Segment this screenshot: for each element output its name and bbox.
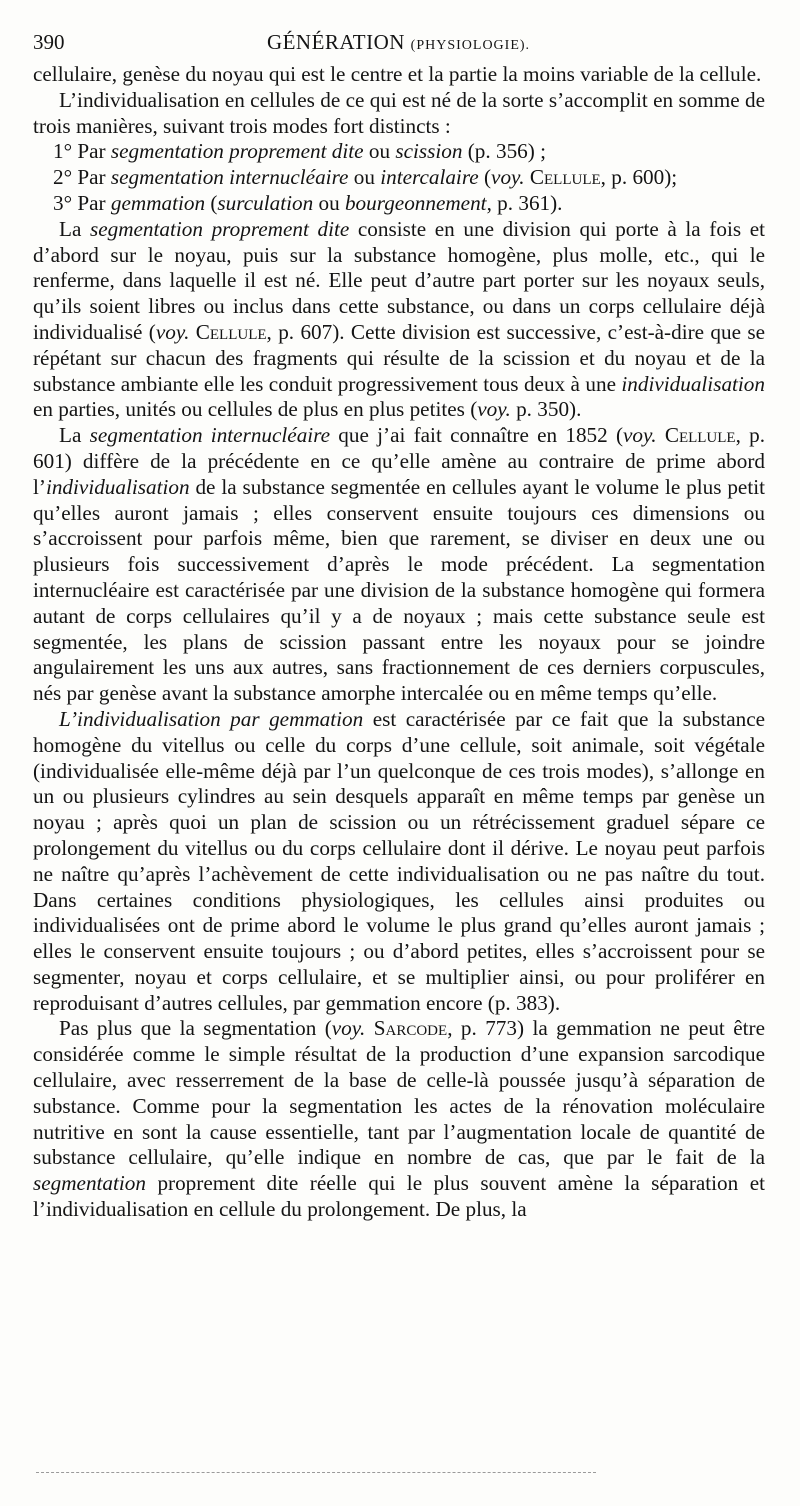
text: (p. 356) ; [462,139,546,164]
footer-rule [36,1472,596,1473]
cross-reference: Cellule [664,423,736,448]
term: segmentation proprement dite [89,216,350,241]
text: ou [348,165,381,190]
list-item-1-alt-term: scission [395,139,463,164]
paragraph-segmentation [33,217,765,423]
running-title-sub: (PHYSIOLOGIE). [410,38,531,53]
voy-abbrev: voy. [623,423,657,448]
page-header [33,30,764,60]
text: La [59,423,90,448]
text: ou [363,139,396,164]
text [365,1016,373,1040]
text: ( [205,190,218,215]
text: Pas plus que la segmentation ( [59,1016,332,1041]
paragraph-continuation: cellulaire, genèse du noyau qui est le centre et la partie la moins variable de la cellule. [33,62,762,86]
text: ou [313,190,345,215]
list-item-3 [33,191,765,217]
list-item-3-alt-term-2: bourgeonnement [344,190,487,215]
list-item-3-term: gemmation [110,190,206,215]
page-number: 390 [33,30,65,54]
text: est caractérisée par ce fait que la substance homogène du vitellus ou celle du corps d’une cellule, soit animale, soit végétale (individualisée elle-même déjà par l’un quelconque de ces trois modes), s’allonge en un ou plusieurs cylindres au sein desquels apparaît en même temps par genèse un noyau ; après quoi un plan de scission ou un rétrécissement graduel sépare ce prolongement du vitellus ou du corps cellulaire dont il dérive. Le noyau peut parfois ne naître qu’après l’achèvement de cette individualisation ou ne pas naître du tout. Dans certaines conditions physiologiques, les cellules ainsi produites ou individualisées ont de prime abord le volume le plus grand qu’elles auront jamais ; elles le conservent ensuite toujours ; ou d’abord petites, elles s’accroissent pour se segmenter, noyau et corps cellulaire, et se multiplier ainsi, ou pour proliférer en reproduisant d’autres cellules, par gemmation encore (p. 383). [33,706,765,1015]
list-item-2 [33,165,765,191]
list-item-2-number: 2° Par [53,165,111,190]
paragraph-internucleaire [33,423,765,707]
text: , p. 773) la gemmation ne peut être considérée comme le simple résultat de la production d’une expansion sarcodique cellulaire, avec resserrement de la base de celle-là poussée jusqu’à séparation de substance. Comme pour la segmentation les actes de la rénovation moléculaire nutritive en sont la cause essentielle, tant par l’augmentation locale de quantité de substance cellulaire, qu’elle indique en nombre de cas, que par le fait de la [33,1016,765,1170]
list-item-1-term: segmentation proprement dite [110,139,364,164]
voy-abbrev: voy. [155,319,190,344]
text: ( [478,165,492,190]
body-text [33,62,765,1223]
text: que j’ai fait connaître en 1852 ( [330,423,624,448]
list-item-2-alt-term: intercalaire [380,165,479,190]
cross-reference: Sarcode [373,1016,448,1041]
text: proprement dite réelle qui le plus souvent amène la séparation et l’individualisation en cellule du prolongement. De plus, la [33,1171,765,1222]
text: , p. 361). [486,190,563,215]
text: de la substance segmentée en cellules ayant le volume le plus petit qu’elles auront jamais ; elles conservent ensuite toujours ces dimensions ou s’accroissent pour parfois même, bien que rarement, se diviser en deux une ou plusieurs fois successivement d’après le mode précédent. La segmentation internucléaire est caractérisée par une division de la substance homogène qui formera autant de corps cellulaires qu’il y a de noyaux ; mais cette substance seule est segmentée, les plans de scission passant entre les noyaux pour se joindre angulairement les uns aux autres, sans fractionnement de ces derniers corpuscules, nés par genèse avant la substance amorphe intercalée ou en même temps qu’elle. [33,474,765,706]
running-title [33,30,764,55]
term: individualisation [621,371,765,396]
list-item-2-term: segmentation internucléaire [110,165,349,190]
paragraph-intro: L’individualisation en cellules de ce qui est né de la sorte s’accomplit en somme de trois manières, suivant trois modes fort distincts : [33,87,765,138]
cross-reference: Cellule [529,165,601,190]
list-item-3-alt-term: surculation [217,190,314,215]
cross-reference: Cellule [195,319,267,344]
list-item-1 [33,139,765,165]
text [657,423,665,447]
paragraph-pas-plus [33,1016,765,1222]
term: individualisation [45,474,190,499]
text: La [59,216,90,241]
text: consiste en une division qui porte à la fois et d’abord sur le noyau, puis sur la substance homogène, plus molle, etc., qui le renferme, dans laquelle il est né. Elle peut d’autre part porter sur les noyaux seuls, qu’ils soient libres ou inclus dans cette substance, ou dans un corps cellulaire déjà individualisé ( [33,216,765,344]
text: , p. 600); [600,165,678,190]
term: segmentation internucléaire [89,423,331,448]
text: , p. 607). Cette division est successive, c’est-à-dire que se répétant sur chacun des fragments qui résulte de la scission et du noyau et de la substance ambiante elle les conduit progressivement tous deux à une [33,319,766,396]
running-title-main: GÉNÉRATION [266,30,405,54]
term: segmentation [33,1171,146,1196]
term: L’individualisation par gemmation [59,706,364,731]
list-item-1-number: 1° Par [53,139,111,164]
text: , p. 601) diffère de la précédente en ce qu’elle amène au contraire de prime abord l’ [33,423,766,499]
text: p. 350). [510,397,582,422]
text: en parties, unités ou cellules de plus en plus petites ( [33,397,478,422]
list-item-3-number: 3° Par [53,190,111,215]
paragraph-gemmation [33,707,765,1017]
voy-abbrev: voy. [491,165,525,190]
voy-abbrev: voy. [477,397,511,422]
voy-abbrev: voy. [331,1016,366,1041]
